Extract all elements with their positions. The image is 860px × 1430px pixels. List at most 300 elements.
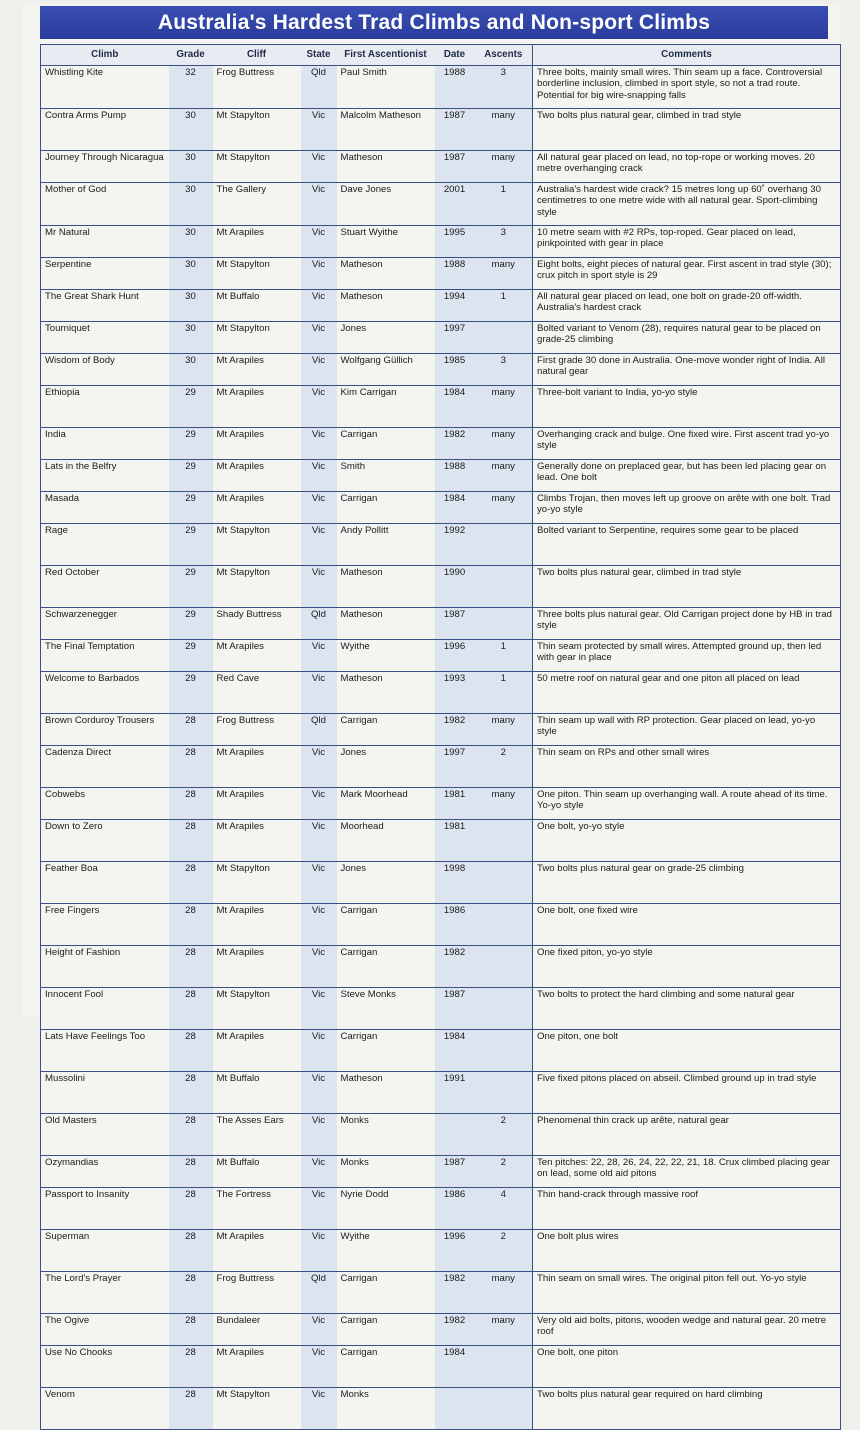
cliff-cell: Mt Arapiles [213,640,301,672]
cliff-cell: Mt Stapylton [213,151,301,183]
cliff-cell: Mt Arapiles [213,788,301,820]
table-row [41,460,841,492]
state-cell: Qld [301,608,337,640]
state-cell: Vic [301,1114,337,1156]
grade-cell: 29 [169,608,213,640]
grade-cell: 28 [169,862,213,904]
ascents-cell: many [475,460,533,492]
cliff-cell: Mt Arapiles [213,1346,301,1388]
grade-cell: 29 [169,492,213,524]
comments-cell: Thin hand-crack through massive roof [533,1188,841,1230]
date-cell: 1993 [435,672,475,714]
date-cell: 1996 [435,640,475,672]
table-row [41,1388,841,1430]
climb-cell: The Ogive [41,1314,169,1346]
climb-cell: Venom [41,1388,169,1430]
cliff-cell: Mt Arapiles [213,492,301,524]
state-cell: Vic [301,492,337,524]
first-ascentionist-cell: Andy Pollitt [337,524,435,566]
state-cell: Vic [301,258,337,290]
comments-cell: Thin seam protected by small wires. Attempted ground up, then led with gear in place [533,640,841,672]
date-cell: 1990 [435,566,475,608]
col-header-first-ascentionist: First Ascentionist [337,45,435,66]
state-cell: Vic [301,946,337,988]
grade-cell: 29 [169,524,213,566]
date-cell: 1995 [435,226,475,258]
climb-cell: Mussolini [41,1072,169,1114]
ascents-cell: many [475,386,533,428]
date-cell: 1985 [435,354,475,386]
climb-cell: Mr Natural [41,226,169,258]
date-cell [435,1114,475,1156]
comments-cell: Three-bolt variant to India, yo-yo style [533,386,841,428]
table-row [41,566,841,608]
date-cell: 1988 [435,460,475,492]
grade-cell: 30 [169,290,213,322]
climb-cell: Lats Have Feelings Too [41,1030,169,1072]
state-cell: Vic [301,386,337,428]
climb-cell: Contra Arms Pump [41,109,169,151]
climb-cell: Whistling Kite [41,66,169,109]
ascents-cell: 1 [475,672,533,714]
cliff-cell: Frog Buttress [213,66,301,109]
climb-cell: Superman [41,1230,169,1272]
first-ascentionist-cell: Jones [337,322,435,354]
table-row [41,714,841,746]
date-cell: 1987 [435,608,475,640]
grade-cell: 30 [169,258,213,290]
grade-cell: 28 [169,1388,213,1430]
climb-cell: Height of Fashion [41,946,169,988]
comments-cell: 50 metre roof on natural gear and one piton all placed on lead [533,672,841,714]
date-cell [435,1388,475,1430]
date-cell: 1988 [435,258,475,290]
first-ascentionist-cell: Monks [337,1114,435,1156]
date-cell: 2001 [435,183,475,226]
state-cell: Vic [301,183,337,226]
ascents-cell: 2 [475,1156,533,1188]
first-ascentionist-cell: Monks [337,1156,435,1188]
climb-cell: The Lord's Prayer [41,1272,169,1314]
table-row [41,1156,841,1188]
table-row [41,1272,841,1314]
comments-cell: Thin seam up wall with RP protection. Gear placed on lead, yo-yo style [533,714,841,746]
grade-cell: 28 [169,820,213,862]
comments-cell: Australia's hardest wide crack? 15 metres long up 60˚ overhang 30 centimetres to one metre wide with all natural gear. Sport-climbing style [533,183,841,226]
first-ascentionist-cell: Steve Monks [337,988,435,1030]
climb-cell: Masada [41,492,169,524]
ascents-cell: many [475,1272,533,1314]
first-ascentionist-cell: Matheson [337,151,435,183]
cliff-cell: Mt Buffalo [213,1156,301,1188]
ascents-cell: 4 [475,1188,533,1230]
comments-cell: Bolted variant to Serpentine, requires some gear to be placed [533,524,841,566]
col-header-date: Date [435,45,475,66]
ascents-cell: many [475,492,533,524]
date-cell: 1981 [435,788,475,820]
first-ascentionist-cell: Carrigan [337,492,435,524]
grade-cell: 28 [169,714,213,746]
table-row [41,354,841,386]
state-cell: Vic [301,1346,337,1388]
ascents-cell: many [475,714,533,746]
ascents-cell: many [475,258,533,290]
ascents-cell [475,862,533,904]
cliff-cell: Mt Arapiles [213,1030,301,1072]
cliff-cell: Shady Buttress [213,608,301,640]
ascents-cell [475,946,533,988]
climb-cell: Ethiopia [41,386,169,428]
first-ascentionist-cell: Carrigan [337,904,435,946]
cliff-cell: Mt Stapylton [213,862,301,904]
climb-cell: The Great Shark Hunt [41,290,169,322]
ascents-cell [475,1072,533,1114]
grade-cell: 29 [169,428,213,460]
date-cell: 1997 [435,322,475,354]
first-ascentionist-cell: Carrigan [337,428,435,460]
ascents-cell: 3 [475,354,533,386]
climb-cell: Mother of God [41,183,169,226]
comments-cell: Climbs Trojan, then moves left up groove on arête with one bolt. Trad yo-yo style [533,492,841,524]
first-ascentionist-cell: Monks [337,1388,435,1430]
date-cell: 1984 [435,386,475,428]
col-header-comments: Comments [533,45,841,66]
comments-cell: Two bolts plus natural gear, climbed in trad style [533,109,841,151]
table-row [41,183,841,226]
grade-cell: 28 [169,788,213,820]
cliff-cell: Mt Arapiles [213,746,301,788]
first-ascentionist-cell: Mark Moorhead [337,788,435,820]
cliff-cell: Mt Buffalo [213,1072,301,1114]
cliff-cell: Mt Stapylton [213,109,301,151]
comments-cell: Two bolts plus natural gear on grade-25 climbing [533,862,841,904]
cliff-cell: Mt Arapiles [213,226,301,258]
comments-cell: Two bolts plus natural gear, climbed in trad style [533,566,841,608]
comments-cell: Phenomenal thin crack up arête, natural gear [533,1114,841,1156]
first-ascentionist-cell: Matheson [337,608,435,640]
ascents-cell: many [475,109,533,151]
climb-cell: Passport to Insanity [41,1188,169,1230]
first-ascentionist-cell: Carrigan [337,1272,435,1314]
grade-cell: 32 [169,66,213,109]
state-cell: Vic [301,290,337,322]
climb-cell: Brown Corduroy Trousers [41,714,169,746]
first-ascentionist-cell: Paul Smith [337,66,435,109]
comments-cell: Overhanging crack and bulge. One fixed wire. First ascent trad yo-yo style [533,428,841,460]
grade-cell: 28 [169,1346,213,1388]
table-row [41,1314,841,1346]
cliff-cell: Mt Arapiles [213,1230,301,1272]
grade-cell: 28 [169,746,213,788]
cliff-cell: Mt Arapiles [213,820,301,862]
first-ascentionist-cell: Carrigan [337,1314,435,1346]
date-cell: 1987 [435,151,475,183]
state-cell: Vic [301,354,337,386]
header-row [41,45,841,66]
climb-cell: Tourniquet [41,322,169,354]
first-ascentionist-cell: Matheson [337,1072,435,1114]
climb-cell: Rage [41,524,169,566]
cliff-cell: Frog Buttress [213,714,301,746]
date-cell: 1984 [435,492,475,524]
first-ascentionist-cell: Matheson [337,290,435,322]
comments-cell: Two bolts plus natural gear required on hard climbing [533,1388,841,1430]
comments-cell: One fixed piton, yo-yo style [533,946,841,988]
table-row [41,1346,841,1388]
state-cell: Vic [301,524,337,566]
climb-cell: The Final Temptation [41,640,169,672]
comments-cell: Eight bolts, eight pieces of natural gear. First ascent in trad style (30); crux pitch in sport style is 29 [533,258,841,290]
date-cell: 1992 [435,524,475,566]
ascents-cell [475,322,533,354]
ascents-cell: 2 [475,1230,533,1272]
grade-cell: 29 [169,672,213,714]
cliff-cell: Mt Stapylton [213,258,301,290]
comments-cell: Thin seam on RPs and other small wires [533,746,841,788]
first-ascentionist-cell: Moorhead [337,820,435,862]
ascents-cell [475,904,533,946]
climbs-table [40,44,841,1430]
climb-cell: Lats in the Belfry [41,460,169,492]
date-cell: 1984 [435,1346,475,1388]
table-row [41,66,841,109]
first-ascentionist-cell: Matheson [337,258,435,290]
grade-cell: 28 [169,1030,213,1072]
cliff-cell: Mt Stapylton [213,1388,301,1430]
table-row [41,904,841,946]
date-cell: 1982 [435,714,475,746]
cliff-cell: The Fortress [213,1188,301,1230]
cliff-cell: Mt Arapiles [213,354,301,386]
comments-cell: Very old aid bolts, pitons, wooden wedge and natural gear. 20 metre roof [533,1314,841,1346]
state-cell: Vic [301,1156,337,1188]
comments-cell: Bolted variant to Venom (28), requires natural gear to be placed on grade-25 climbing [533,322,841,354]
first-ascentionist-cell: Smith [337,460,435,492]
date-cell: 1988 [435,66,475,109]
comments-cell: Generally done on preplaced gear, but has been led placing gear on lead. One bolt [533,460,841,492]
cliff-cell: Mt Stapylton [213,524,301,566]
first-ascentionist-cell: Dave Jones [337,183,435,226]
climb-cell: Red October [41,566,169,608]
grade-cell: 29 [169,566,213,608]
comments-cell: Thin seam on small wires. The original piton fell out. Yo-yo style [533,1272,841,1314]
col-header-cliff: Cliff [213,45,301,66]
grade-cell: 28 [169,1156,213,1188]
col-header-state: State [301,45,337,66]
cliff-cell: The Asses Ears [213,1114,301,1156]
ascents-cell [475,988,533,1030]
grade-cell: 28 [169,1230,213,1272]
ascents-cell [475,820,533,862]
grade-cell: 28 [169,1314,213,1346]
cliff-cell: Mt Arapiles [213,904,301,946]
table-row [41,1188,841,1230]
climb-cell: Wisdom of Body [41,354,169,386]
grade-cell: 28 [169,1114,213,1156]
state-cell: Vic [301,1188,337,1230]
first-ascentionist-cell: Nyrie Dodd [337,1188,435,1230]
state-cell: Vic [301,788,337,820]
cliff-cell: Bundaleer [213,1314,301,1346]
table-row [41,151,841,183]
comments-cell: One piton. Thin seam up overhanging wall. A route ahead of its time. Yo-yo style [533,788,841,820]
comments-cell: Two bolts to protect the hard climbing and some natural gear [533,988,841,1030]
climb-cell: Cadenza Direct [41,746,169,788]
table-row [41,640,841,672]
grade-cell: 30 [169,226,213,258]
grade-cell: 30 [169,354,213,386]
climb-cell: India [41,428,169,460]
climb-cell: Welcome to Barbados [41,672,169,714]
grade-cell: 29 [169,460,213,492]
climb-cell: Journey Through Nicaragua [41,151,169,183]
date-cell: 1984 [435,1030,475,1072]
cliff-cell: The Gallery [213,183,301,226]
ascents-cell: 1 [475,290,533,322]
magazine-page [22,4,840,1400]
cliff-cell: Mt Stapylton [213,322,301,354]
climb-cell: Down to Zero [41,820,169,862]
col-header-climb: Climb [41,45,169,66]
ascents-cell: many [475,788,533,820]
ascents-cell: 3 [475,226,533,258]
cliff-cell: Mt Stapylton [213,566,301,608]
date-cell: 1996 [435,1230,475,1272]
climb-cell: Old Masters [41,1114,169,1156]
date-cell: 1997 [435,746,475,788]
cliff-cell: Frog Buttress [213,1272,301,1314]
date-cell: 1986 [435,1188,475,1230]
first-ascentionist-cell: Jones [337,746,435,788]
date-cell: 1982 [435,1314,475,1346]
first-ascentionist-cell: Stuart Wyithe [337,226,435,258]
first-ascentionist-cell: Wyithe [337,640,435,672]
climb-cell: Cobwebs [41,788,169,820]
comments-cell: Five fixed pitons placed on abseil. Climbed ground up in trad style [533,1072,841,1114]
grade-cell: 28 [169,1188,213,1230]
ascents-cell [475,608,533,640]
table-row [41,1114,841,1156]
date-cell: 1994 [435,290,475,322]
grade-cell: 29 [169,386,213,428]
table-row [41,1230,841,1272]
state-cell: Qld [301,1272,337,1314]
climb-cell: Schwarzenegger [41,608,169,640]
state-cell: Vic [301,820,337,862]
grade-cell: 28 [169,946,213,988]
ascents-cell [475,1388,533,1430]
comments-cell: One bolt plus wires [533,1230,841,1272]
first-ascentionist-cell: Matheson [337,566,435,608]
ascents-cell [475,566,533,608]
comments-cell: 10 metre seam with #2 RPs, top-roped. Gear placed on lead, pinkpointed with gear in place [533,226,841,258]
date-cell: 1998 [435,862,475,904]
grade-cell: 28 [169,904,213,946]
state-cell: Qld [301,66,337,109]
table-row [41,226,841,258]
climb-cell: Innocent Fool [41,988,169,1030]
cliff-cell: Mt Stapylton [213,988,301,1030]
table-row [41,258,841,290]
climb-cell: Serpentine [41,258,169,290]
table-row [41,946,841,988]
state-cell: Vic [301,1030,337,1072]
date-cell: 1987 [435,1156,475,1188]
col-header-grade: Grade [169,45,213,66]
first-ascentionist-cell: Carrigan [337,1030,435,1072]
table-row [41,290,841,322]
state-cell: Vic [301,640,337,672]
table-row [41,608,841,640]
table-row [41,862,841,904]
table-row [41,428,841,460]
cliff-cell: Red Cave [213,672,301,714]
state-cell: Vic [301,566,337,608]
first-ascentionist-cell: Carrigan [337,714,435,746]
cliff-cell: Mt Arapiles [213,386,301,428]
ascents-cell: 3 [475,66,533,109]
grade-cell: 30 [169,183,213,226]
ascents-cell [475,1030,533,1072]
date-cell: 1982 [435,946,475,988]
comments-cell: One piton, one bolt [533,1030,841,1072]
grade-cell: 29 [169,640,213,672]
state-cell: Vic [301,904,337,946]
date-cell: 1991 [435,1072,475,1114]
state-cell: Vic [301,988,337,1030]
date-cell: 1981 [435,820,475,862]
comments-cell: One bolt, one fixed wire [533,904,841,946]
cliff-cell: Mt Arapiles [213,428,301,460]
state-cell: Vic [301,862,337,904]
table-row [41,322,841,354]
state-cell: Vic [301,1314,337,1346]
first-ascentionist-cell: Carrigan [337,946,435,988]
state-cell: Vic [301,226,337,258]
date-cell: 1982 [435,428,475,460]
comments-cell: All natural gear placed on lead, one bolt on grade-20 off-width. Australia's hardest crack [533,290,841,322]
table-row [41,788,841,820]
comments-cell: All natural gear placed on lead, no top-rope or working moves. 20 metre overhanging crack [533,151,841,183]
ascents-cell [475,524,533,566]
first-ascentionist-cell: Matheson [337,672,435,714]
state-cell: Vic [301,151,337,183]
page-title: Australia's Hardest Trad Climbs and Non-sport Climbs [40,6,828,39]
table-row [41,746,841,788]
comments-cell: One bolt, one piton [533,1346,841,1388]
grade-cell: 28 [169,1072,213,1114]
date-cell: 1987 [435,109,475,151]
comments-cell: One bolt, yo-yo style [533,820,841,862]
table-row [41,524,841,566]
first-ascentionist-cell: Jones [337,862,435,904]
ascents-cell: 2 [475,746,533,788]
climb-cell: Use No Chooks [41,1346,169,1388]
date-cell: 1987 [435,988,475,1030]
state-cell: Vic [301,672,337,714]
ascents-cell: many [475,151,533,183]
table-row [41,1030,841,1072]
grade-cell: 28 [169,988,213,1030]
ascents-cell: many [475,1314,533,1346]
comments-cell: Three bolts plus natural gear. Old Carrigan project done by HB in trad style [533,608,841,640]
cliff-cell: Mt Buffalo [213,290,301,322]
state-cell: Vic [301,460,337,492]
comments-cell: Ten pitches: 22, 28, 26, 24, 22, 22, 21, 18. Crux climbed placing gear on lead, some old aid pitons [533,1156,841,1188]
grade-cell: 28 [169,1272,213,1314]
table-row [41,492,841,524]
date-cell: 1982 [435,1272,475,1314]
